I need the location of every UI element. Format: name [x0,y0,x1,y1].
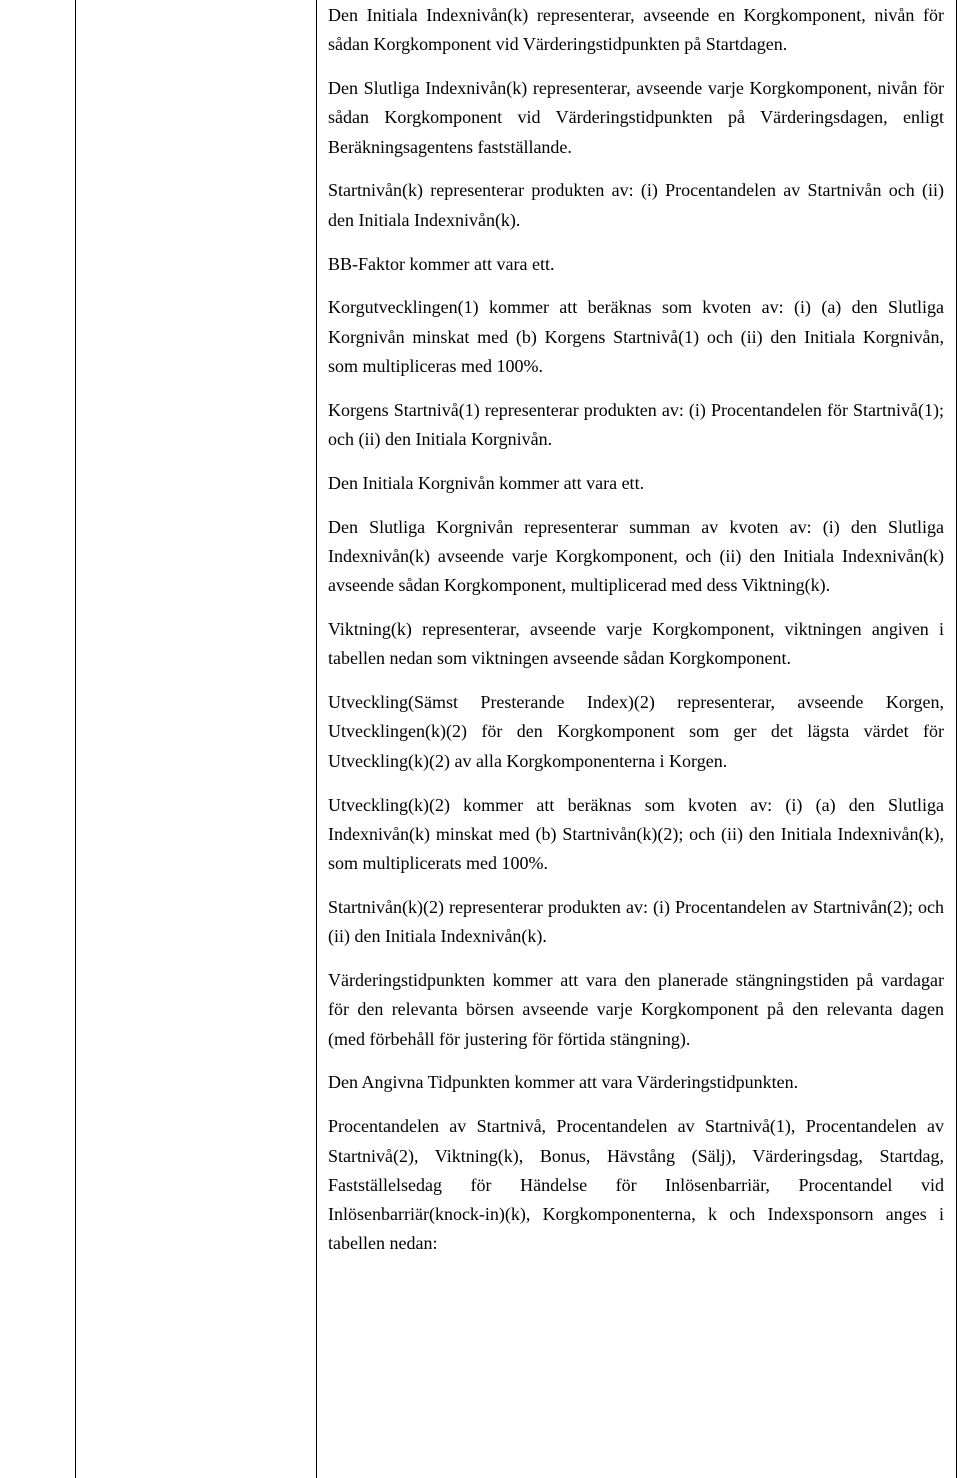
paragraph-final-index-level: Den Slutliga Indexnivån(k) representerar, avseende varje Korgkomponent, nivån för sådan Korgkomponent vid Värderingstidpunkten på Värderingsdagen, enligt Beräkningsagentens fastställande. [328,78,944,157]
paragraph-start-level-k2: Startnivån(k)(2) representerar produkten av: (i) Procentandelen av Startnivån(2); och (ii) den Initiala Indexnivån(k). [328,896,944,947]
paragraph-worst-performing-index: Utveckling(Sämst Presterande Index)(2) representerar, avseende Korgen, Utvecklingen(k)(2) för den Korgkomponent som ger det lägsta värdet för Utveckling(k)(2) av alla Korgkomponenterna i Korgen. [328,692,944,771]
paragraph-initial-basket-level: Den Initiala Korgnivån kommer att vara ett. [328,472,645,493]
paragraph-specified-time: Den Angivna Tidpunkten kommer att vara Värderingstidpunkten. [328,1072,799,1093]
table-border-left [75,0,76,1478]
table-column-divider [316,0,317,1478]
paragraph-basket-performance: Korgutvecklingen(1) kommer att beräknas som kvoten av: (i) (a) den Slutliga Korgnivån minskat med (b) Korgens Startnivå(1) och (ii) den Initiala Korgnivån, som multipliceras med 100%. [328,297,944,376]
paragraph-basket-start-level: Korgens Startnivå(1) representerar produkten av: (i) Procentandelen för Startnivå(1); och (ii) den Initiala Korgnivån. [328,399,944,450]
paragraph-weighting: Viktning(k) representerar, avseende varje Korgkomponent, viktningen angiven i tabellen nedan som viktningen avseende sådan Korgkomponent. [328,619,944,669]
paragraph-start-level: Startnivån(k) representerar produkten av: (i) Procentandelen av Startnivån och (ii) den Initiala Indexnivån(k). [328,180,944,230]
paragraph-initial-index-level: Den Initiala Indexnivån(k) representerar, avseende en Korgkomponent, nivån för sådan Korgkomponent vid Värderingstidpunkten på Startdagen. [328,5,944,55]
paragraph-performance-k: Utveckling(k)(2) kommer att beräknas som kvoten av: (i) (a) den Slutliga Indexnivån(k) minskat med (b) Startnivån(k)(2); och (ii) den Initiala Indexnivån(k), som multiplicerats med 100%. [328,794,944,874]
paragraph-valuation-time: Värderingstidpunkten kommer att vara den planerade stängningstiden på vardagar för den relevanta börsen avseende varje Korgkomponent på den relevanta dagen (med förbehåll för justering för förtida stängning). [328,970,944,1049]
table-border-right [956,0,957,1478]
paragraph-final-basket-level: Den Slutliga Korgnivån representerar summan av kvoten av: (i) den Slutliga Indexnivån(k) avseende varje Korgkomponent, och (ii) den Initiala Indexnivån(k) avseende sådan Korgkomponent, multiplicerad med dess Viktning(k). [328,516,944,596]
paragraph-bb-factor: BB-Faktor kommer att vara ett. [328,253,555,274]
paragraph-table-reference: Procentandelen av Startnivå, Procentandelen av Startnivå(1), Procentandelen av Startnivå(2), Viktning(k), Bonus, Hävstång (Sälj), Värderingsdag, Startdag, Fastställelsedag för Händelse för Inlösenbarriär, Procentandel vid Inlösenbarriär(knock-in)(k), Korgkomponenterna, k och Indexsponsorn anges i tabellen nedan: [328,1116,944,1254]
definitions-text-cell [328,0,944,1273]
